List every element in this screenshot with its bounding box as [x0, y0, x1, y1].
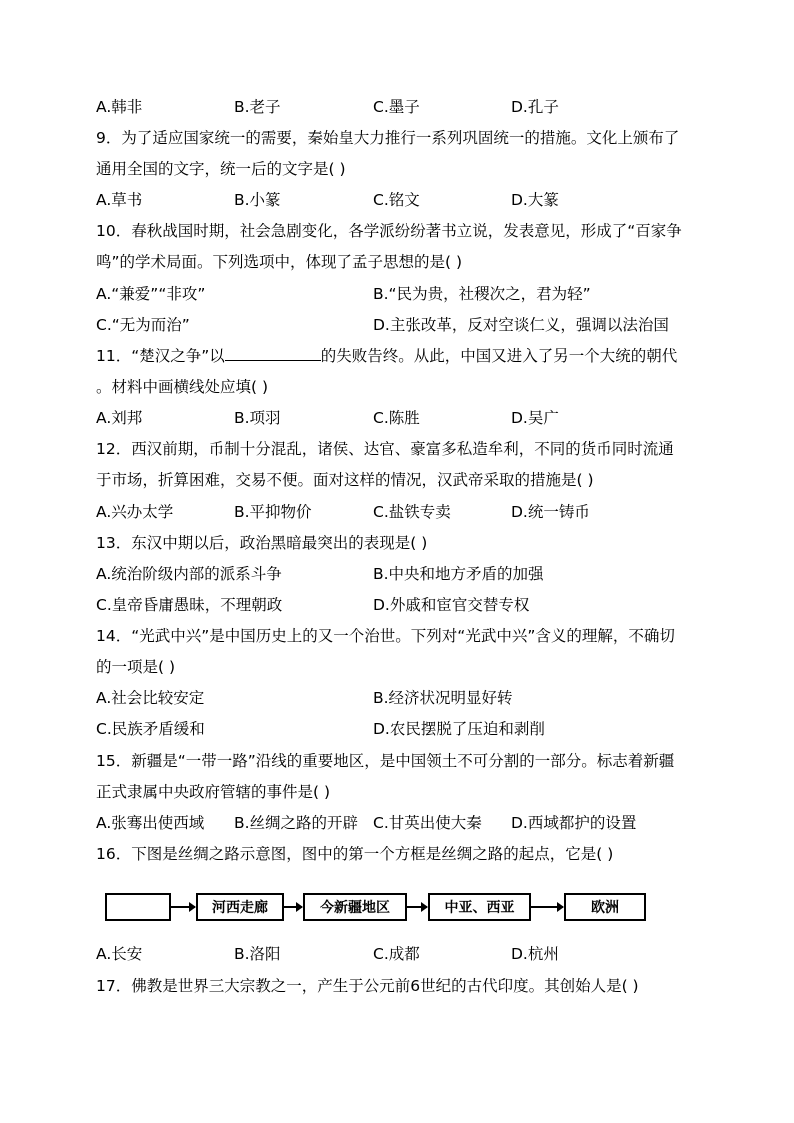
silk-road-diagram: [105, 887, 650, 929]
question-17-text: 17．佛教是世界三大宗教之一，产生于公元前6世纪的古代印度。其创始人是( ): [96, 977, 639, 995]
option-c: C.铭文: [373, 191, 420, 209]
option-d: D.吴广: [511, 409, 559, 427]
fill-blank: [225, 346, 321, 361]
arrow-icon: [284, 906, 302, 908]
arrow-icon: [171, 906, 195, 908]
option-b: B.洛阳: [234, 945, 281, 963]
option-b: B.丝绸之路的开辟: [234, 814, 359, 832]
option-a: A.“兼爱”“非攻”: [96, 285, 206, 303]
option-b: B.经济状况明显好转: [373, 689, 513, 707]
diagram-box-xinjiang: 今新疆地区: [303, 893, 407, 921]
option-d: D.农民摆脱了压迫和剥削: [373, 720, 545, 738]
question-14-text-cont: 的一项是( ): [96, 658, 176, 676]
option-d: D.孔子: [511, 98, 559, 116]
option-c: C.成都: [373, 945, 420, 963]
question-14-text: 14．“光武中兴”是中国历史上的又一个治世。下列对“光武中兴”含义的理解，不确切: [96, 627, 675, 645]
option-d: D.主张改革，反对空谈仁义，强调以法治国: [373, 316, 669, 334]
option-c: C.墨子: [373, 98, 420, 116]
question-15-text-cont: 正式隶属中央政府管辖的事件是( ): [96, 783, 331, 801]
option-a: A.草书: [96, 191, 143, 209]
question-11-text-pre: 11．“楚汉之争”以: [96, 347, 225, 365]
question-9-text-cont: 通用全国的文字，统一后的文字是( ): [96, 160, 346, 178]
option-d: D.西域都护的设置: [511, 814, 637, 832]
option-a: A.统治阶级内部的派系斗争: [96, 565, 282, 583]
option-b: B.中央和地方矛盾的加强: [373, 565, 544, 583]
option-c: C.盐铁专卖: [373, 503, 451, 521]
option-c: C.“无为而治”: [96, 316, 190, 334]
question-9-text: 9．为了适应国家统一的需要，秦始皇大力推行一系列巩固统一的措施。文化上颁布了: [96, 129, 680, 147]
arrow-icon: [531, 906, 563, 908]
question-11-text-cont: 。材料中画横线处应填( ): [96, 378, 269, 396]
option-d: D.杭州: [511, 945, 559, 963]
option-b: B.老子: [234, 98, 281, 116]
diagram-box-europe: 欧洲: [564, 893, 646, 921]
diagram-box-hexi: 河西走廊: [196, 893, 284, 921]
question-10-text-cont: 鸣”的学术局面。下列选项中，体现了孟子思想的是( ): [96, 253, 463, 271]
option-b: B.小篆: [234, 191, 281, 209]
option-a: A.长安: [96, 945, 143, 963]
option-b: B.项羽: [234, 409, 281, 427]
diagram-box-start: [105, 893, 171, 921]
option-a: A.张骞出使西域: [96, 814, 205, 832]
question-12-text: 12．西汉前期，币制十分混乱，诸侯、达官、豪富多私造牟利，不同的货币同时流通: [96, 440, 674, 458]
question-10-text: 10．春秋战国时期，社会急剧变化，各学派纷纷著书立说，发表意见，形成了“百家争: [96, 222, 682, 240]
option-d: D.大篆: [511, 191, 559, 209]
option-b: B.平抑物价: [234, 503, 312, 521]
question-11-text: [96, 346, 677, 366]
option-b: B.“民为贵，社稷次之，君为轻”: [373, 285, 591, 303]
option-d: D.统一铸币: [511, 503, 590, 521]
diagram-box-central-asia: 中亚、西亚: [428, 893, 531, 921]
option-c: C.皇帝昏庸愚昧，不理朝政: [96, 596, 283, 614]
option-a: A.社会比较安定: [96, 689, 205, 707]
question-12-text-cont: 于市场，折算困难，交易不便。面对这样的情况，汉武帝采取的措施是( ): [96, 471, 594, 489]
option-a: A.韩非: [96, 98, 143, 116]
option-d: D.外戚和宦官交替专权: [373, 596, 530, 614]
question-11-text-post: 的失败告终。从此，中国又进入了另一个大统的朝代: [320, 347, 678, 365]
question-13-text: 13．东汉中期以后，政治黑暗最突出的表现是( ): [96, 534, 428, 552]
option-c: C.民族矛盾缓和: [96, 720, 205, 738]
option-c: C.甘英出使大秦: [373, 814, 482, 832]
option-a: A.刘邦: [96, 409, 143, 427]
arrow-icon: [407, 906, 427, 908]
question-16-text: 16．下图是丝绸之路示意图，图中的第一个方框是丝绸之路的起点，它是( ): [96, 845, 614, 863]
question-15-text: 15．新疆是“一带一路”沿线的重要地区，是中国领土不可分割的一部分。标志着新疆: [96, 752, 675, 770]
option-c: C.陈胜: [373, 409, 420, 427]
option-a: A.兴办太学: [96, 503, 174, 521]
